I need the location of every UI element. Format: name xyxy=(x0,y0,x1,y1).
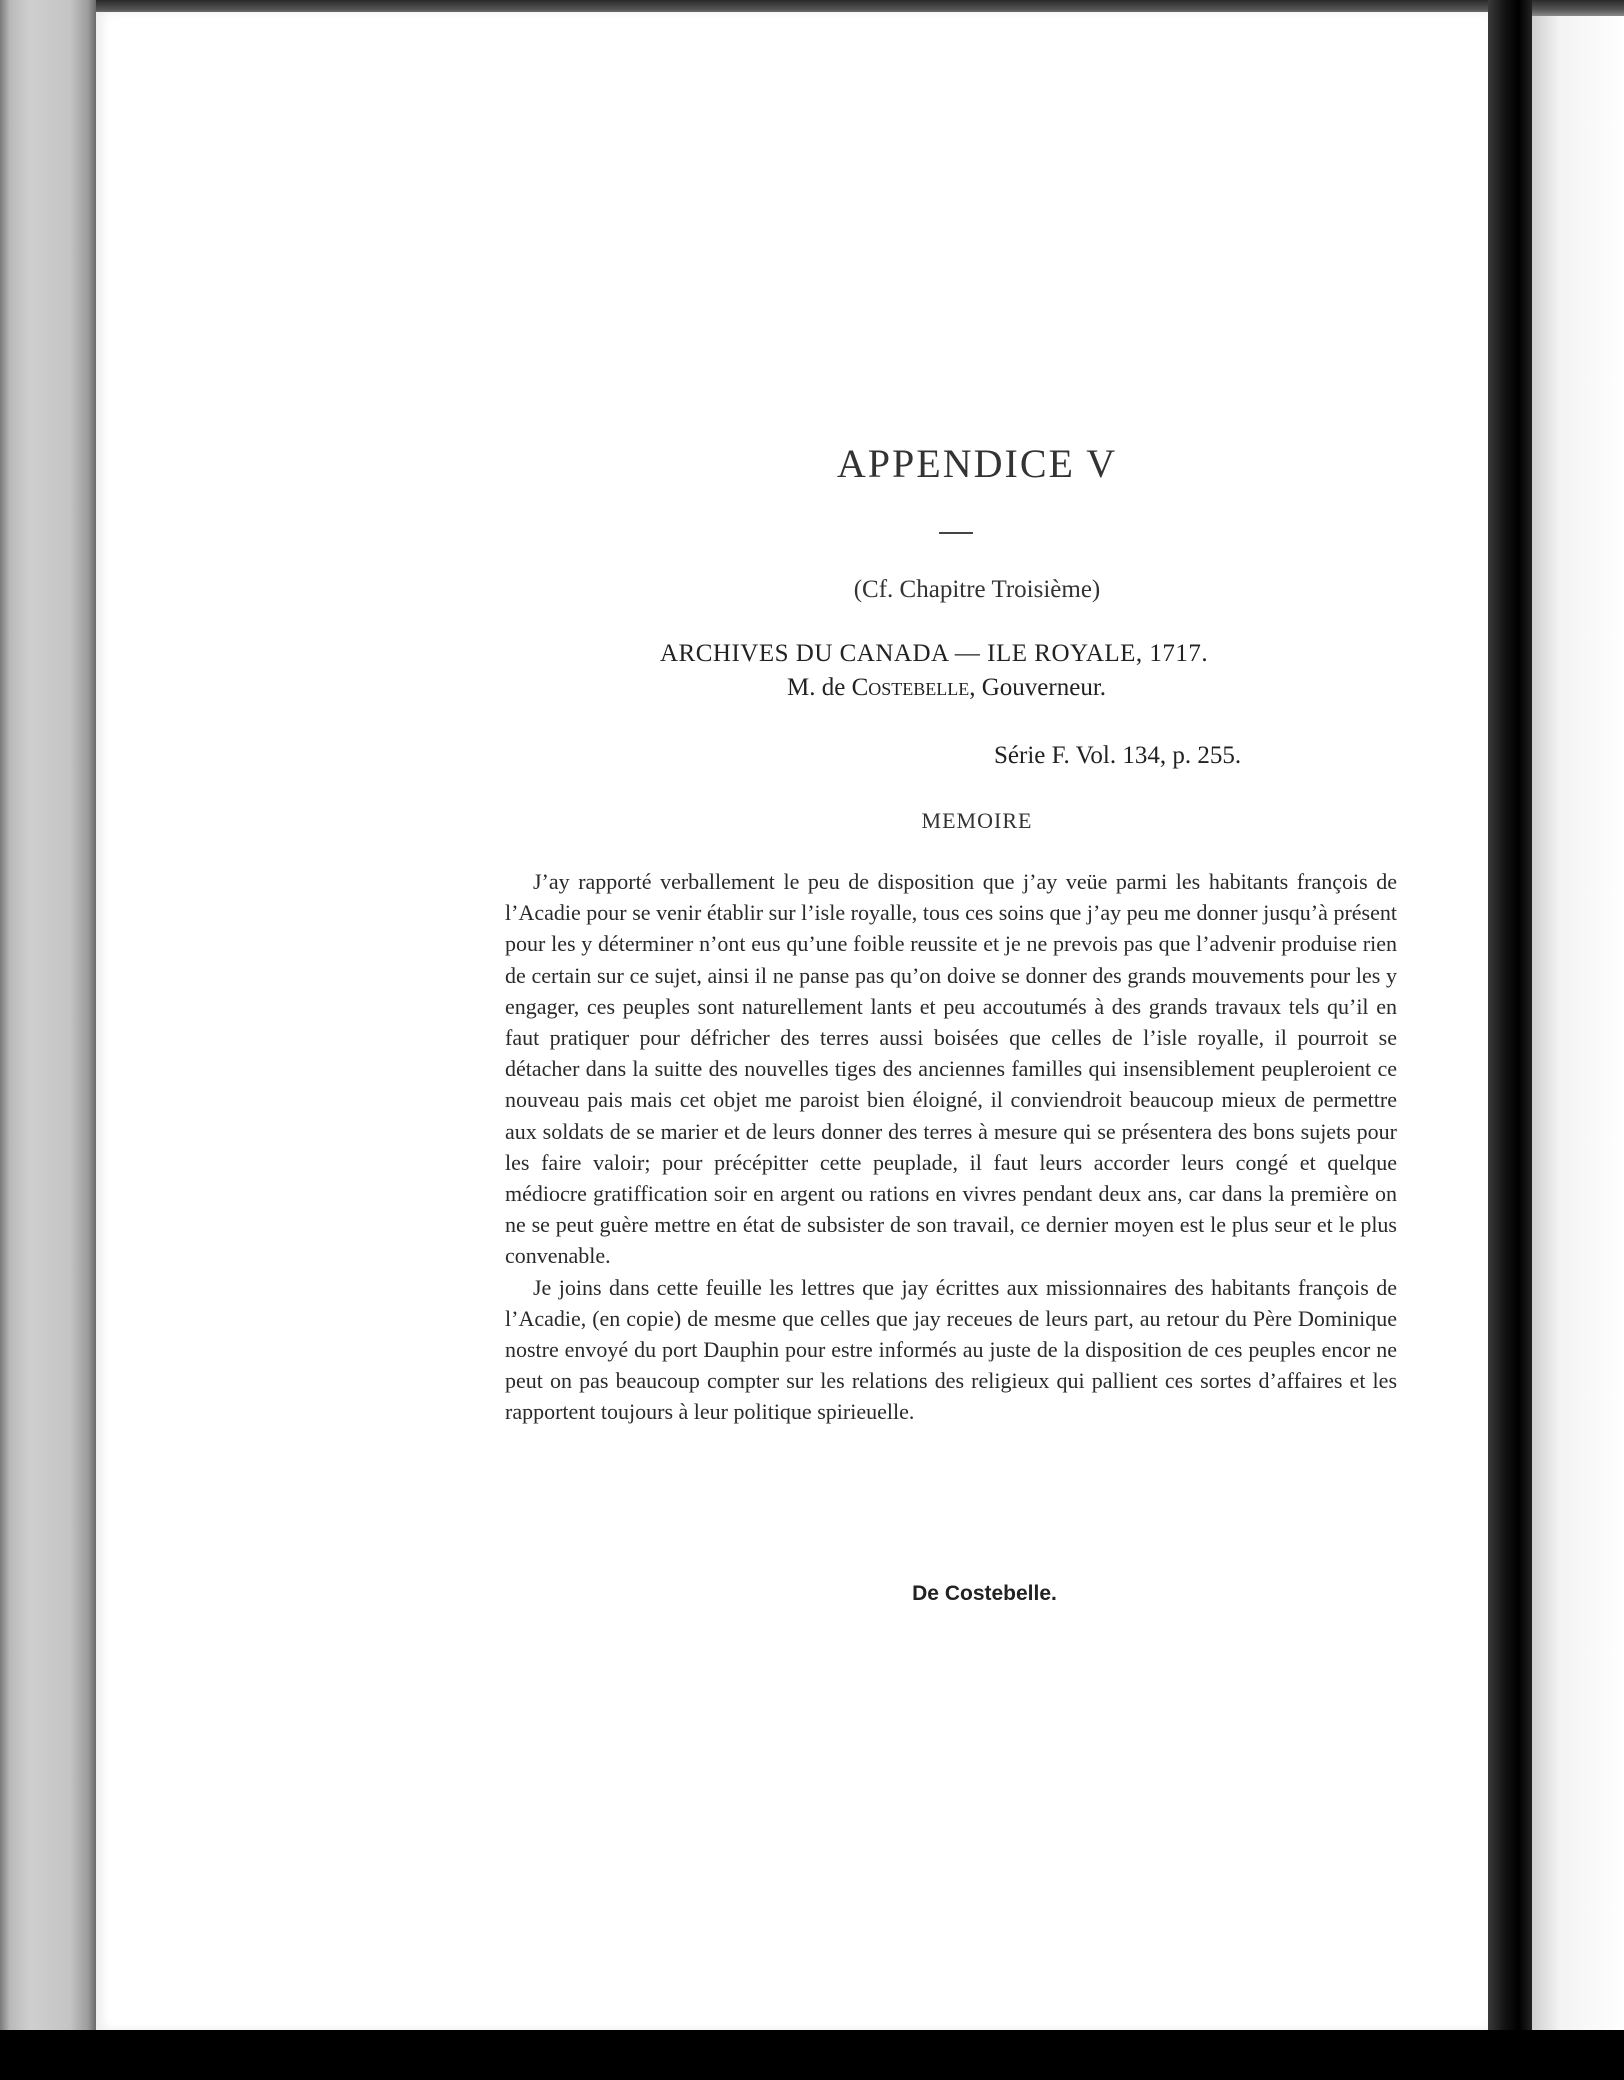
title-rule xyxy=(939,532,973,534)
paragraph-1: J’ay rapporté verballement le peu de disposition que j’ay veüe parmi les habitants françois de l’Acadie pour se venir établir sur l’isle royalle, tous ces soins que j’ay peu me donner jusqu’à présent pour les y déterminer n’ont eus qu’une foible reussite et je ne prevois pas que l’advenir produise rien de certain sur ce sujet, ainsi il ne panse pas qu’on doive se donner des grands mouvements pour les y engager, ces peuples sont naturellement lants et peu accoutumés à des grands travaux tels qu’il en faut pratiquer pour défricher des terres aussi boisées que celles de l’isle royalle, il pourroit se détacher dans la suitte des nouvelles tiges des anciennes familles qui insensiblement peupleroient ce nouveau pais mais cet objet me paroist bien éloigné, il conviendroit beaucoup mieux de permettre aux soldats de se marier et de leurs donner des terres à mesure qui se présentera des bons sujets pour les faire valoir; pour précépitter cette peuplade, il faut leurs accorder leurs congé et quelque médiocre gratiffication soir en argent ou rations en vivres pendant deux ans, car dans la première on ne se peut guère mettre en état de subsister de son travail, ce dernier moyen est le plus seur et le plus convenable. xyxy=(505,869,1397,1269)
next-page-edge xyxy=(1532,16,1624,2030)
governor-suffix: , Gouverneur. xyxy=(969,674,1107,701)
governor-name: Costebelle xyxy=(851,674,970,701)
governor-prefix: M. de xyxy=(787,674,846,701)
appendix-title: APPENDICE V xyxy=(836,441,1118,486)
memoire-body xyxy=(505,866,1397,1428)
scan-bottom-edge xyxy=(0,2030,1624,2080)
signature: De Costebelle. xyxy=(912,1582,1057,1605)
series-reference: Série F. Vol. 134, p. 255. xyxy=(994,742,1242,769)
archives-line: ARCHIVES DU CANADA — ILE ROYALE, 1717. xyxy=(660,640,1209,667)
paragraph-2: Je joins dans cette feuille les lettres que jay écrittes aux missionnaires des habitants françois de l’Acadie, (en copie) de mesme que celles que jay receues de leurs part, au retour du Père Dominique nostre envoyé du port Dauphin pour estre informés au juste de la disposition de ces peuples encor ne peut on pas beaucoup compter sur les relations des religieux qui pallient ces sortes d’affaires et les rapportent toujours à leur politique spirieuelle. xyxy=(505,1274,1397,1425)
governor-line xyxy=(787,674,1106,702)
book-left-edge xyxy=(0,0,96,2030)
section-heading: MEMOIRE xyxy=(921,808,1033,833)
cross-reference: (Cf. Chapitre Troisième) xyxy=(853,576,1101,603)
book-gutter xyxy=(1488,0,1532,2030)
